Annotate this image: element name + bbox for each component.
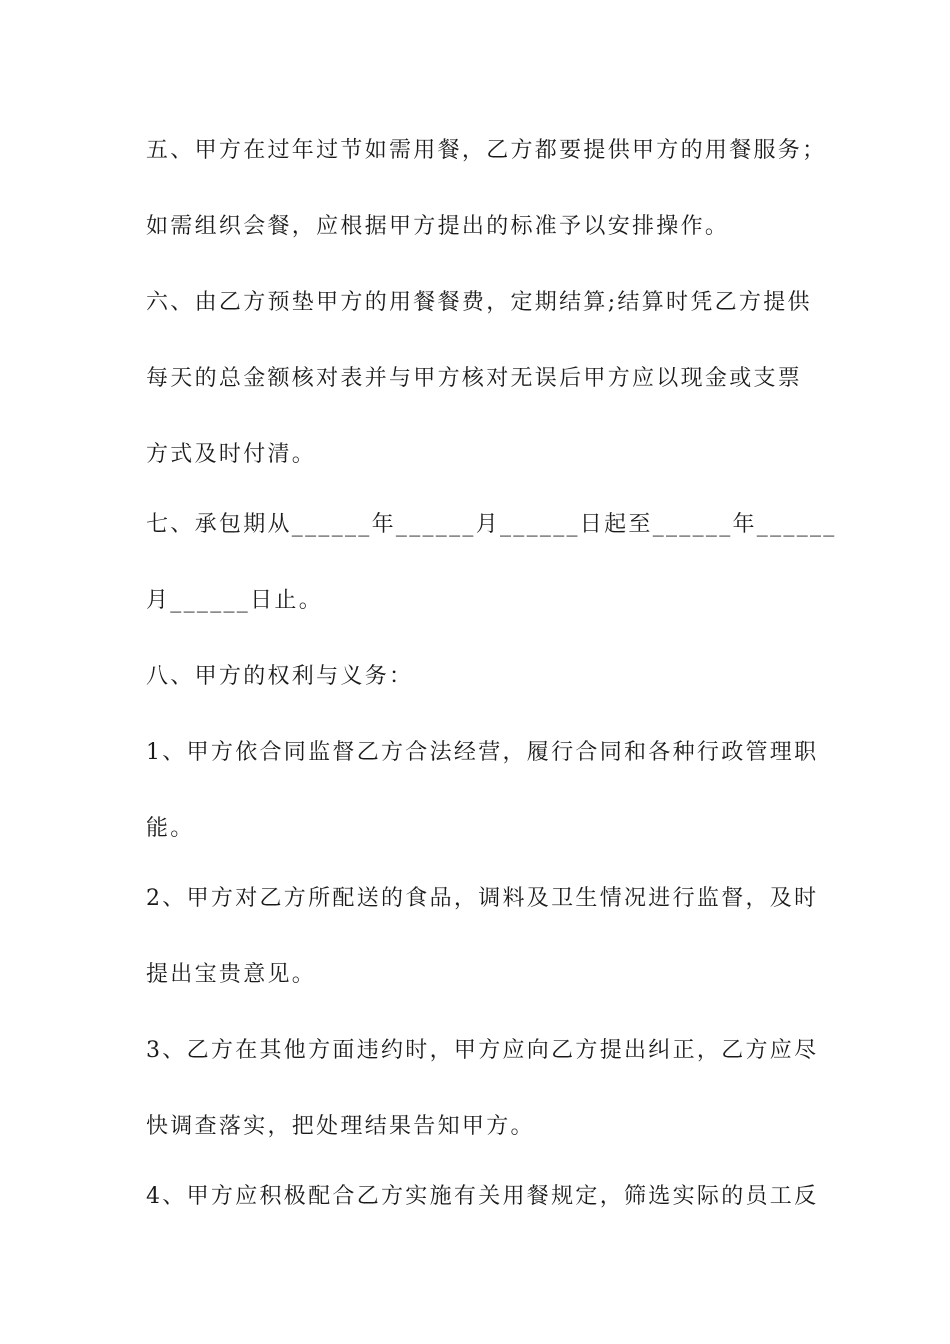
text-line: 六、由乙方预垫甲方的用餐餐费，定期结算;结算时凭乙方提供 (146, 290, 812, 315)
text-line: 每天的总金额核对表并与甲方核对无误后甲方应以现金或支票 (146, 366, 803, 391)
text-line: 月______日止。 (146, 588, 324, 613)
text-line: 快调查落实，把处理结果告知甲方。 (146, 1114, 535, 1139)
text-line: 方式及时付清。 (146, 442, 317, 467)
text-line: 五、甲方在过年过节如需用餐，乙方都要提供甲方的用餐服务； (146, 138, 827, 163)
text-line: 提出宝贵意见。 (146, 962, 317, 987)
text-line: 3、乙方在其他方面违约时，甲方应向乙方提出纠正，乙方应尽 (146, 1038, 819, 1063)
text-line: 2、甲方对乙方所配送的食品，调料及卫生情况进行监督，及时 (146, 886, 819, 911)
text-line: 七、承包期从______年______月______日起至______年______ (146, 512, 837, 537)
text-line: 1、甲方依合同监督乙方合法经营，履行合同和各种行政管理职 (146, 740, 819, 765)
text-line: 4、甲方应积极配合乙方实施有关用餐规定，筛选实际的员工反 (146, 1184, 819, 1209)
text-line: 能。 (146, 816, 195, 841)
text-line: 如需组织会餐，应根据甲方提出的标准予以安排操作。 (146, 214, 730, 239)
text-line: 八、甲方的权利与义务： (146, 664, 414, 689)
